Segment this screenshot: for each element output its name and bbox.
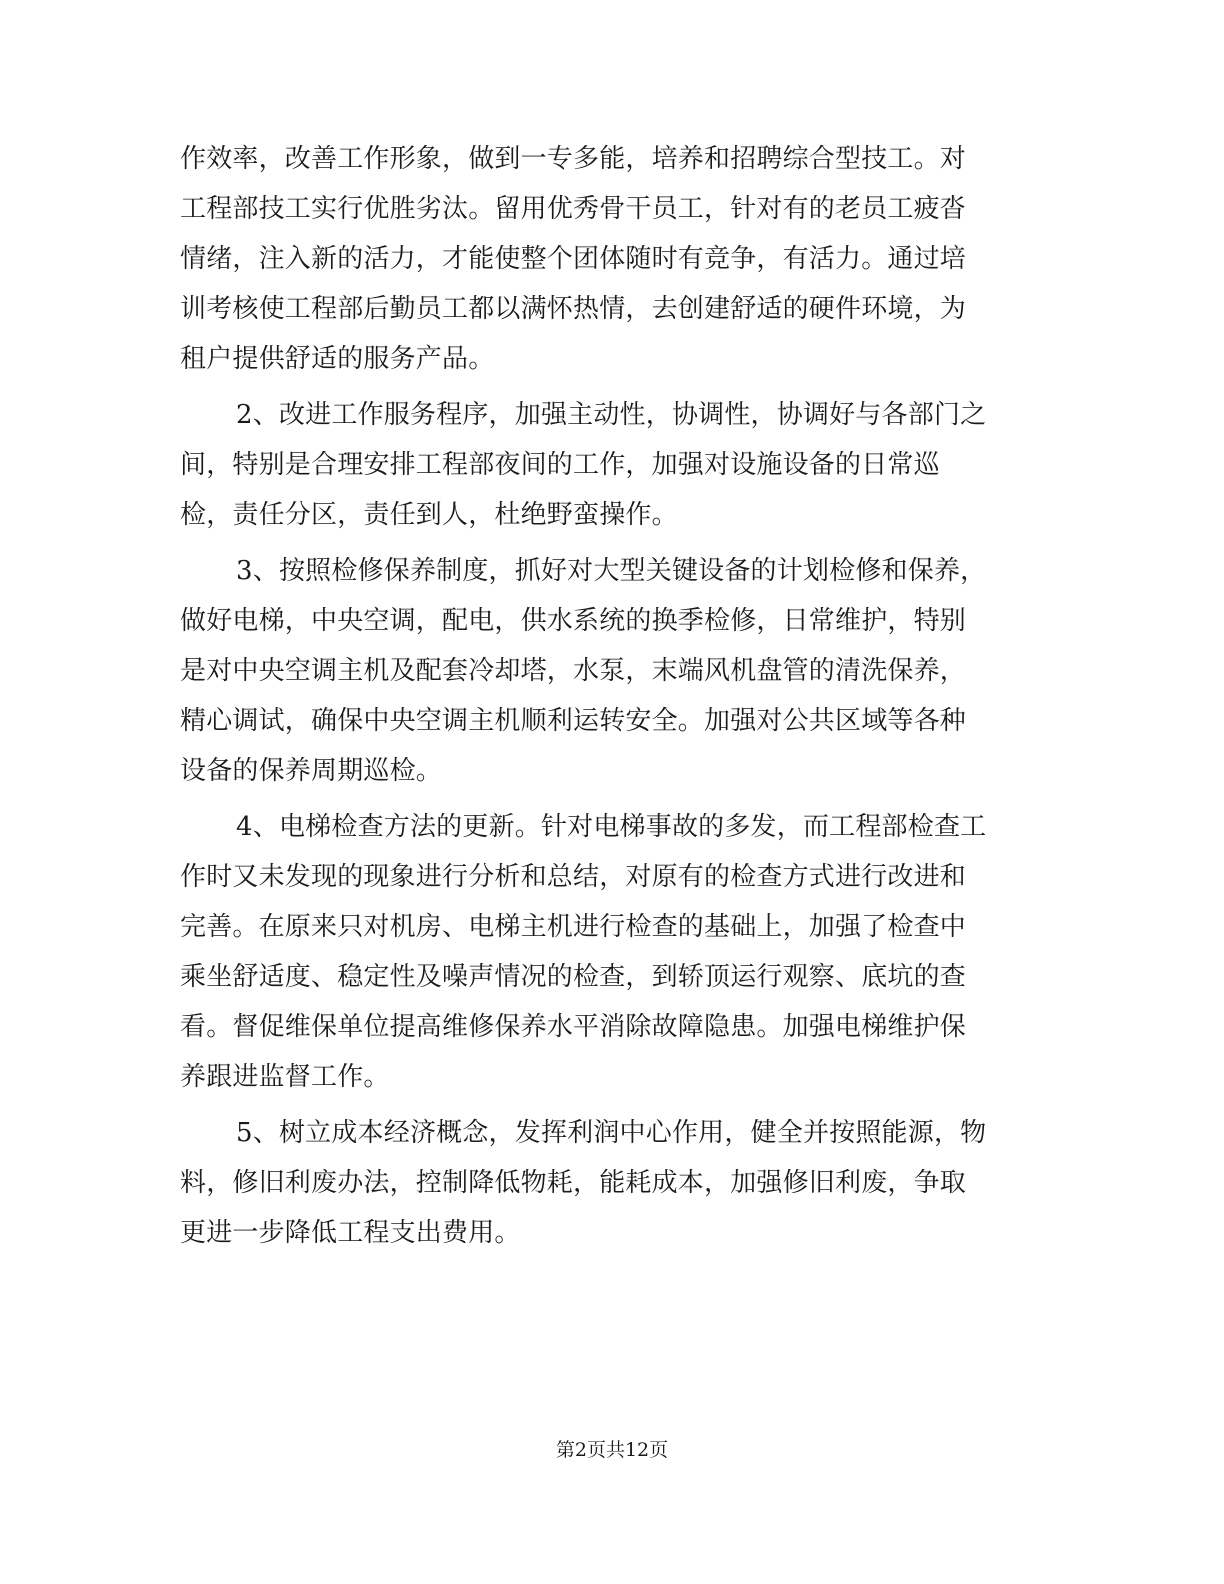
text-line: 检，责任分区，责任到人，杜绝野蛮操作。 (180, 500, 678, 530)
text-line: 看。督促维保单位提高维修保养水平消除故障隐患。加强电梯维护保 (180, 1012, 967, 1042)
text-line: 作时又未发现的现象进行分析和总结，对原有的检查方式进行改进和 (180, 862, 967, 892)
text-line: 工程部技工实行优胜劣汰。留用优秀骨干员工，针对有的老员工疲沓 (180, 194, 967, 224)
text-line: 做好电梯，中央空调，配电，供水系统的换季检修，日常维护，特别 (180, 606, 967, 636)
paragraph-4 (180, 802, 1040, 1102)
text-line: 精心调试，确保中央空调主机顺利运转安全。加强对公共区域等各种 (180, 706, 967, 736)
paragraph-2 (180, 390, 1040, 540)
text-line: 料，修旧利废办法，控制降低物耗，能耗成本，加强修旧利废，争取 (180, 1168, 967, 1198)
text-line: 是对中央空调主机及配套冷却塔，水泵，末端风机盘管的清洗保养， (180, 656, 967, 686)
page-number-footer: 第2页共12页 (555, 1439, 669, 1461)
text-line: 设备的保养周期巡检。 (180, 756, 443, 786)
text-line: 情绪，注入新的活力，才能使整个团体随时有竞争，有活力。通过培 (180, 244, 967, 274)
text-line: 完善。在原来只对机房、电梯主机进行检查的基础上，加强了检查中 (180, 912, 967, 942)
text-line: 间，特别是合理安排工程部夜间的工作，加强对设施设备的日常巡 (180, 450, 940, 480)
text-line: 3、按照检修保养制度，抓好对大型关键设备的计划检修和保养， (236, 556, 987, 586)
text-line: 2、改进工作服务程序，加强主动性，协调性，协调好与各部门之 (236, 400, 987, 430)
text-line: 训考核使工程部后勤员工都以满怀热情，去创建舒适的硬件环境，为 (180, 294, 967, 324)
text-line: 养跟进监督工作。 (180, 1062, 390, 1092)
document-body (180, 134, 1040, 1258)
text-line: 作效率，改善工作形象，做到一专多能，培养和招聘综合型技工。对 (180, 144, 967, 174)
text-line: 5、树立成本经济概念，发挥利润中心作用，健全并按照能源，物 (236, 1118, 987, 1148)
text-line: 4、电梯检查方法的更新。针对电梯事故的多发，而工程部检查工 (236, 812, 987, 842)
text-line: 乘坐舒适度、稳定性及噪声情况的检查，到轿顶运行观察、底坑的查 (180, 962, 967, 992)
text-line: 更进一步降低工程支出费用。 (180, 1218, 521, 1248)
text-line: 租户提供舒适的服务产品。 (180, 344, 495, 374)
paragraph-5 (180, 1108, 1040, 1258)
paragraph-1 (180, 134, 1040, 384)
paragraph-3 (180, 546, 1040, 796)
